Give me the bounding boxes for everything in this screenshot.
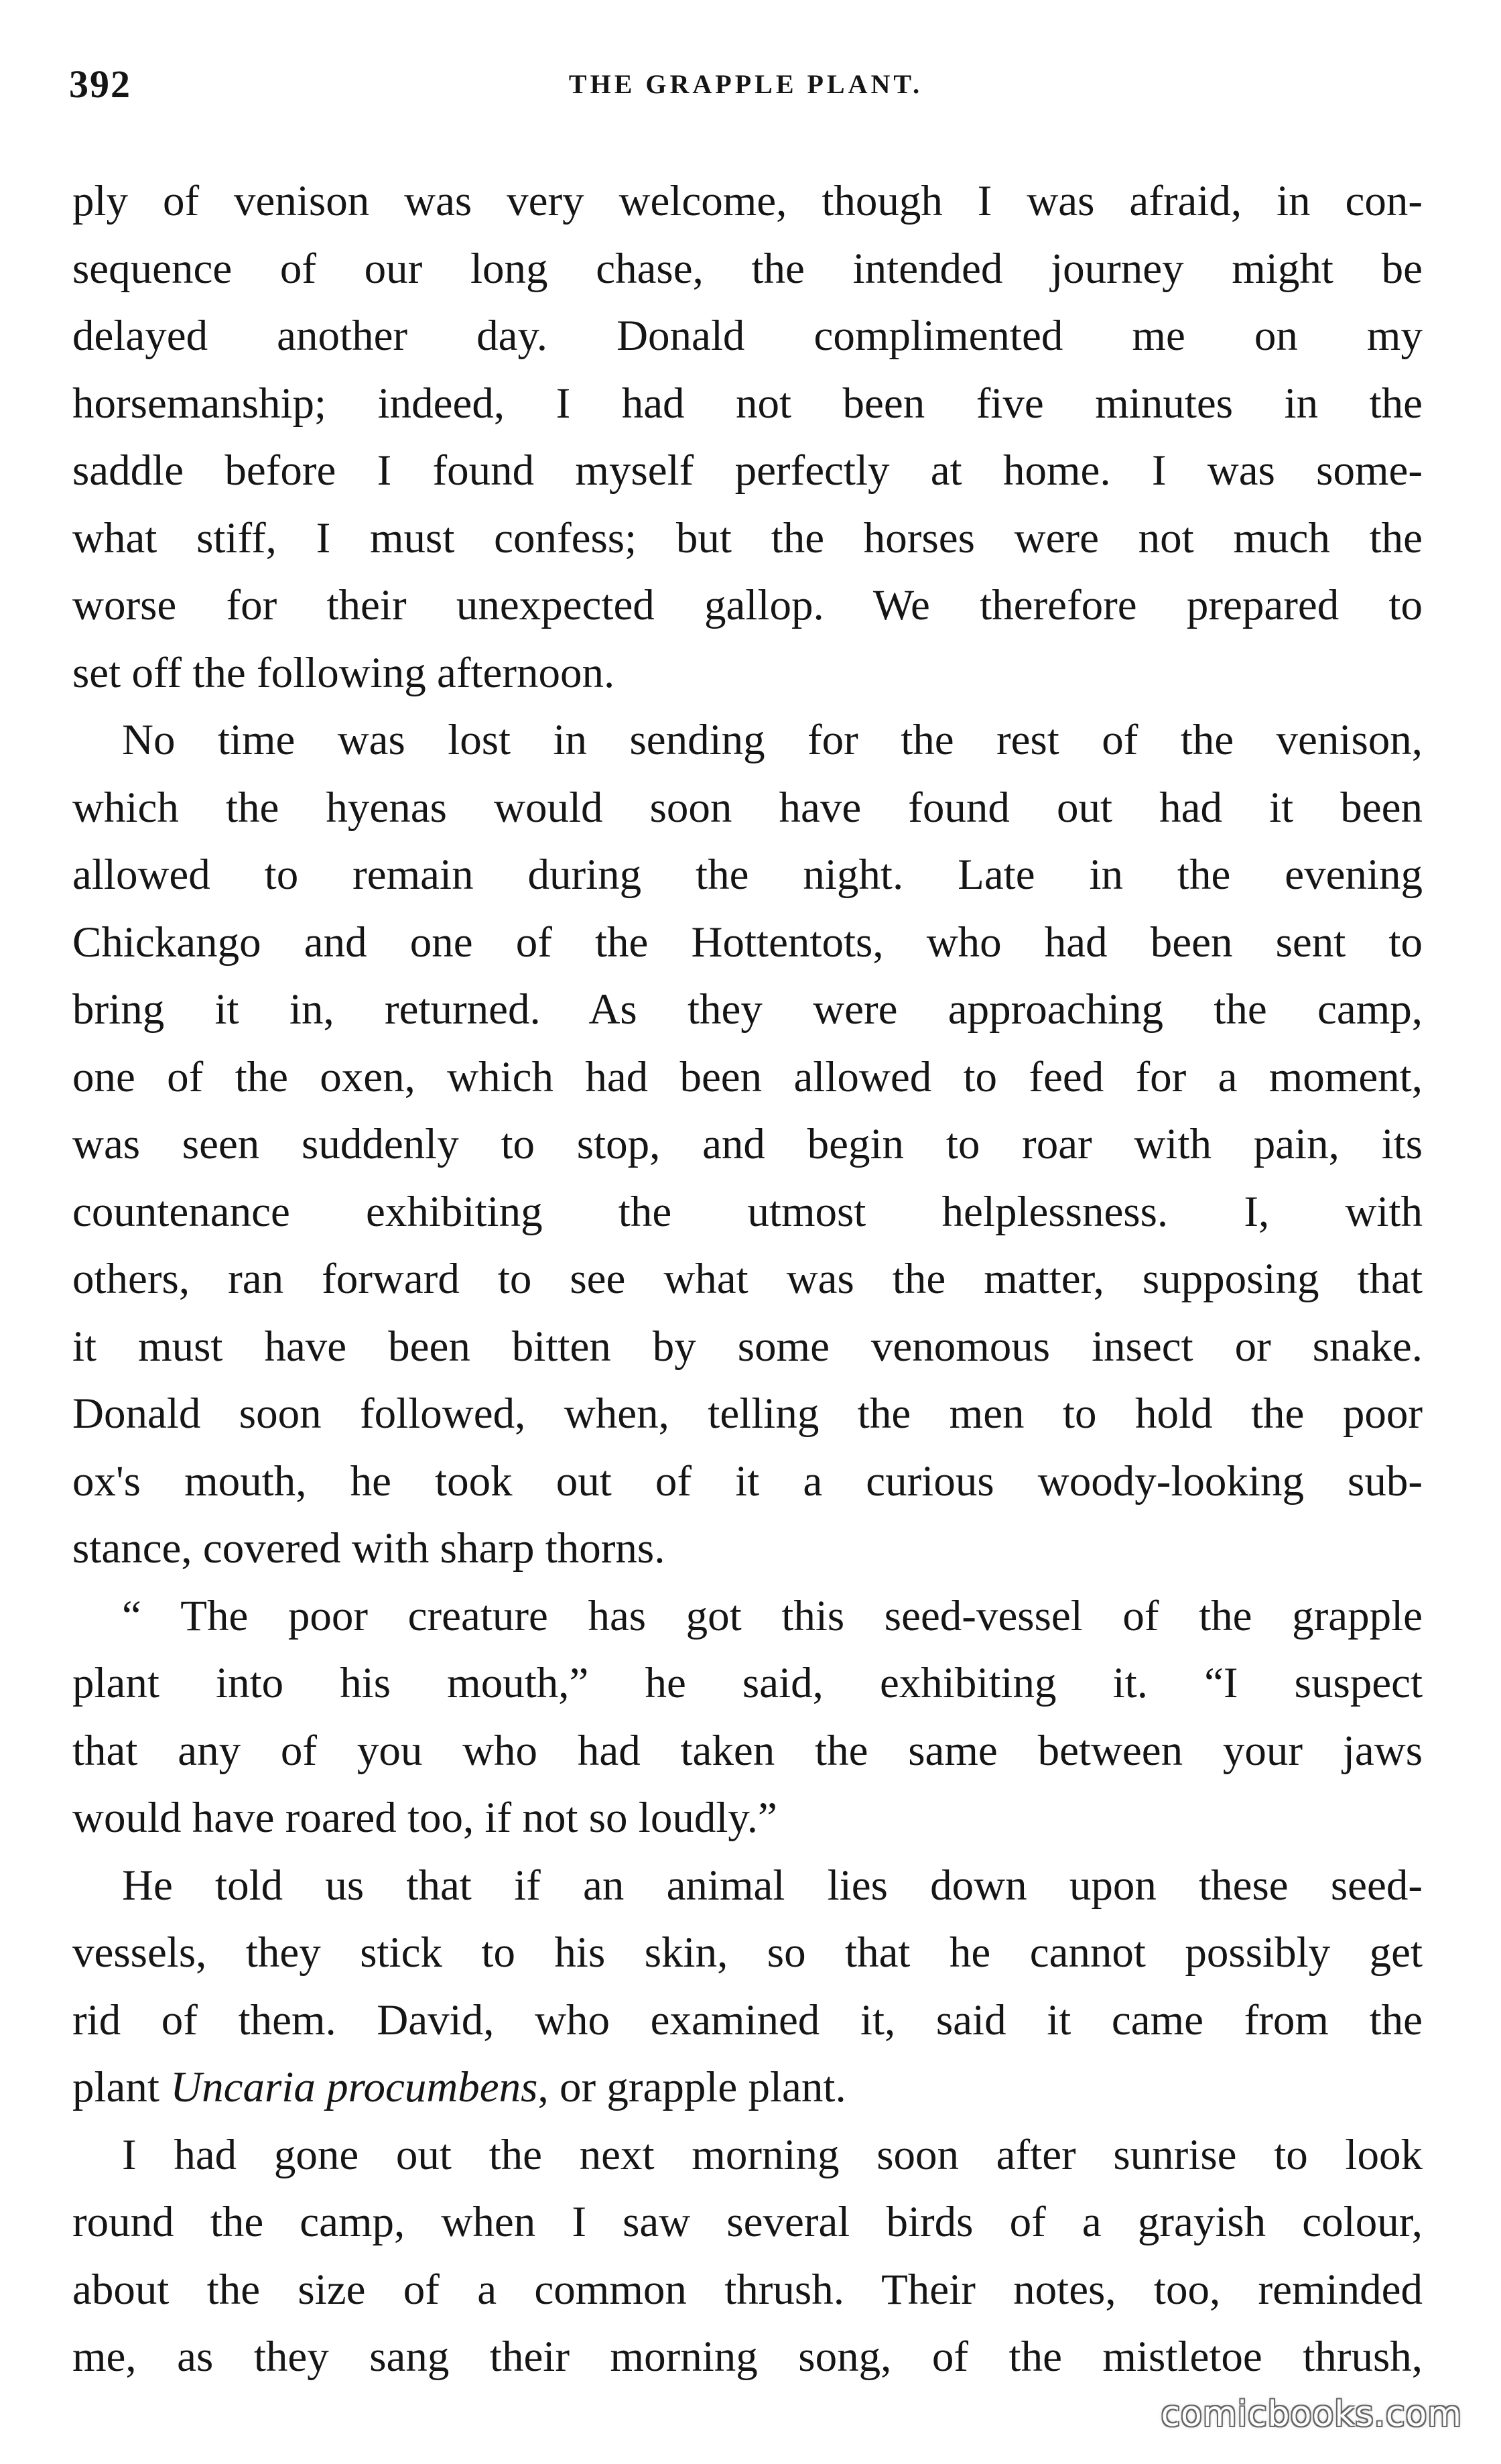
text-line: others, ran forward to see what was the matter, supposing that <box>72 1255 1423 1303</box>
text-line: ply of venison was very welcome, though I was afraid, in con- <box>72 177 1423 225</box>
text-line: He told us that if an animal lies down upon these seed- <box>122 1861 1423 1910</box>
running-title: THE GRAPPLE PLANT. <box>568 69 923 99</box>
text-line: “ The poor creature has got this seed-vessel of the grapple <box>122 1591 1423 1640</box>
species-name: Uncaria procumbens <box>170 2063 538 2111</box>
text-line: vessels, they stick to his skin, so that he cannot possibly get <box>72 1928 1423 1977</box>
text-line: sequence of our long chase, the intended journey might be <box>72 244 1423 293</box>
text-line: it must have been bitten by some venomous insect or snake. <box>72 1322 1423 1371</box>
text-line: horsemanship; indeed, I had not been five minutes in the <box>72 379 1423 428</box>
text-segment: , or grapple plant. <box>537 2063 846 2111</box>
text-line <box>72 2054 1423 2121</box>
text-line: which the hyenas would soon have found out had it been <box>72 783 1423 832</box>
text-line: allowed to remain during the night. Late in the evening <box>72 851 1423 899</box>
text-line: set off the following afternoon. <box>72 648 615 697</box>
page-header <box>69 62 1423 115</box>
text-line: saddle before I found myself perfectly at home. I was some- <box>72 446 1423 495</box>
text-line: Chickango and one of the Hottentots, who had been sent to <box>72 918 1423 967</box>
text-line: about the size of a common thrush. Their notes, too, reminded <box>72 2265 1423 2314</box>
text-line: delayed another day. Donald complimented me on my <box>72 312 1423 360</box>
text-line: round the camp, when I saw several birds of a grayish colour, <box>72 2198 1423 2246</box>
page-number: 392 <box>69 62 131 106</box>
text-line: that any of you who had taken the same between your jaws <box>72 1726 1423 1775</box>
watermark: comicbooks.com <box>1161 2394 1462 2435</box>
text-line: rid of them. David, who examined it, said it came from the <box>72 1995 1423 2044</box>
text-line: No time was lost in sending for the rest of the venison, <box>122 716 1423 764</box>
text-line: I had gone out the next morning soon after sunrise to look <box>122 2130 1423 2179</box>
text-line: me, as they sang their morning song, of the mistletoe thrush, <box>72 2333 1423 2381</box>
text-line: bring it in, returned. As they were approaching the camp, <box>72 985 1423 1034</box>
text-line: plant into his mouth,” he said, exhibiting it. “I suspect <box>72 1659 1423 1707</box>
text-line: would have roared too, if not so loudly.” <box>72 1794 777 1842</box>
text-segment: plant <box>72 2063 171 2111</box>
body-text <box>72 168 1423 2391</box>
text-line: countenance exhibiting the utmost helplessness. I, with <box>72 1187 1423 1236</box>
text-line: one of the oxen, which had been allowed to feed for a moment, <box>72 1052 1423 1101</box>
text-line: stance, covered with sharp thorns. <box>72 1524 665 1573</box>
text-line: was seen suddenly to stop, and begin to roar with pain, its <box>72 1120 1423 1168</box>
text-line: what stiff, I must confess; but the horses were not much the <box>72 513 1423 562</box>
text-line: Donald soon followed, when, telling the men to hold the poor <box>72 1390 1423 1438</box>
text-line: ox's mouth, he took out of it a curious woody-looking sub- <box>72 1457 1423 1505</box>
text-line: worse for their unexpected gallop. We therefore prepared to <box>72 581 1423 629</box>
